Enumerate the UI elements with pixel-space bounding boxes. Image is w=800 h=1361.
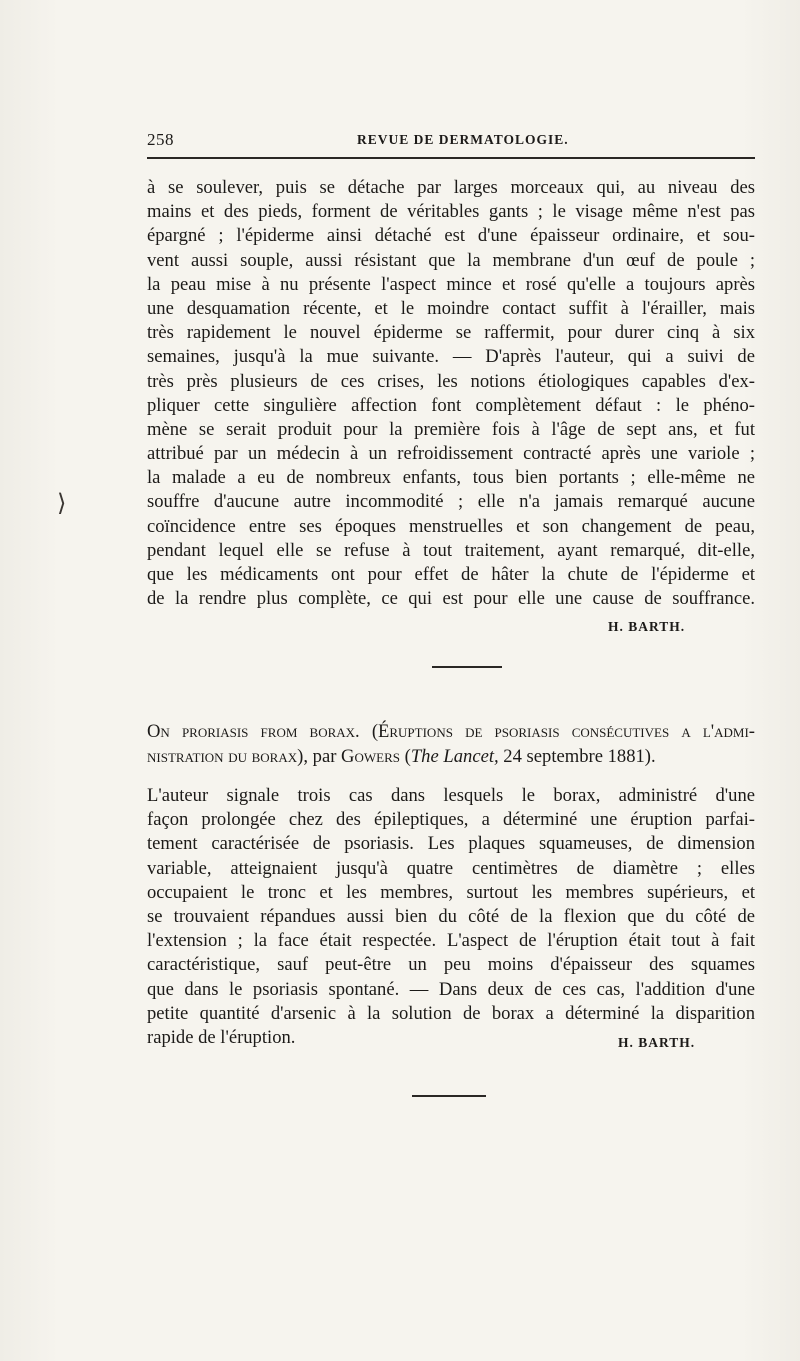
signature-2: H. BARTH.	[618, 1035, 696, 1050]
text-line: L'auteur signale trois cas dans lesquels le borax, administré d'une	[147, 785, 755, 806]
text-line: la peau mise à nu présente l'aspect mince et rosé qu'elle a toujours après	[147, 273, 755, 295]
title-journal: The Lancet,	[410, 746, 499, 767]
text-line: rapide de l'éruption.	[147, 1026, 296, 1048]
text-line: pliquer cette singulière affection font complètement défaut : le phéno-	[147, 394, 755, 416]
text-line: tement caractérisée de psoriasis. Les plaques squameuses, de dimension	[147, 833, 755, 855]
header-rule	[147, 157, 755, 159]
text-line: coïncidence entre ses époques menstruelles et son changement de peau,	[147, 515, 755, 537]
text-line: façon prolongée chez des épileptiques, a déterminé une éruption parfai-	[147, 809, 755, 831]
text-line: caractéristique, sauf peut-être un peu moins d'épaisseur des squames	[147, 954, 755, 976]
text-line: que dans le psoriasis spontané. — Dans deux de ces cas, l'addition d'une	[147, 978, 755, 1000]
title-french-cont: nistration du borax),	[147, 746, 308, 767]
text-line: petite quantité d'arsenic à la solution de borax a déterminé la disparition	[147, 1002, 755, 1024]
text-line: que les médicaments ont pour effet de hâter la chute de l'épiderme et	[147, 564, 755, 585]
text-line: souffre d'aucune autre incommodité ; elle n'a jamais remarqué aucune	[147, 491, 755, 513]
text-line: à se soulever, puis se détache par larges morceaux qui, au niveau des	[147, 177, 755, 198]
text-line: très rapidement le nouvel épiderme se raffermit, pour durer cinq à six	[147, 322, 755, 344]
text-line: semaines, jusqu'à la mue suivante. — D'après l'auteur, qui a suivi de	[147, 346, 755, 368]
text-line: se trouvaient répandues aussi bien du côté de la flexion que du côté de	[147, 905, 755, 927]
section-separator	[412, 1095, 486, 1097]
text-line: variable, atteignaient jusqu'à quatre centimètres de diamètre ; elles	[147, 857, 755, 879]
title-french: (Éruptions de psoriasis consécutives a l'admi-	[371, 721, 755, 742]
running-head: REVUE DE DERMATOLOGIE.	[357, 132, 569, 147]
text-line: occupaient le tronc et les membres, surtout les membres supérieurs, et	[147, 881, 755, 903]
text-line: l'extension ; la face était respectée. L'aspect de l'éruption était tout à fait	[147, 930, 755, 952]
text-line: attribué par un médecin à un refroidissement contracté après une variole ;	[147, 443, 755, 465]
text-line: une desquamation récente, et le moindre contact suffit à l'érailler, mais	[147, 297, 755, 319]
section-separator	[432, 666, 502, 668]
title-author: Gowers	[341, 746, 400, 767]
text-line: la malade a eu de nombreux enfants, tous bien portants ; elle-même ne	[147, 467, 755, 489]
paragraph-1	[147, 176, 755, 611]
text-line: vent aussi souple, aussi résistant que la membrane d'un œuf de poule ;	[147, 249, 755, 271]
title-by: par	[312, 746, 337, 767]
text-line: mène se serait produit pour la première fois à l'âge de sept ans, et fut	[147, 418, 755, 440]
text-line: mains et des pieds, forment de véritables gants ; le visage même n'est pas	[147, 201, 755, 223]
title-line	[147, 744, 755, 769]
text-line: pendant lequel elle se refuse à tout traitement, ayant remarqué, dit-elle,	[147, 539, 755, 561]
page-number: 258	[147, 130, 174, 149]
page-header	[147, 130, 757, 154]
text-line: très près plusieurs de ces crises, les notions étiologiques capables d'ex-	[147, 370, 755, 392]
signature-1: H. BARTH.	[608, 619, 686, 634]
text-line: épargné ; l'épiderme ainsi détaché est d'une épaisseur ordinaire, et sou-	[147, 225, 755, 247]
title-english: On proriasis from borax.	[147, 721, 360, 742]
article-title	[147, 719, 755, 769]
title-date: 24 septembre 1881).	[503, 746, 656, 767]
paragraph-2	[147, 784, 755, 1050]
text-line: de la rendre plus complète, ce qui est pour elle une cause de souffrance.	[147, 588, 755, 610]
title-open-paren: (	[404, 746, 411, 767]
margin-mark: ⟩	[57, 491, 67, 517]
title-line	[147, 719, 755, 744]
